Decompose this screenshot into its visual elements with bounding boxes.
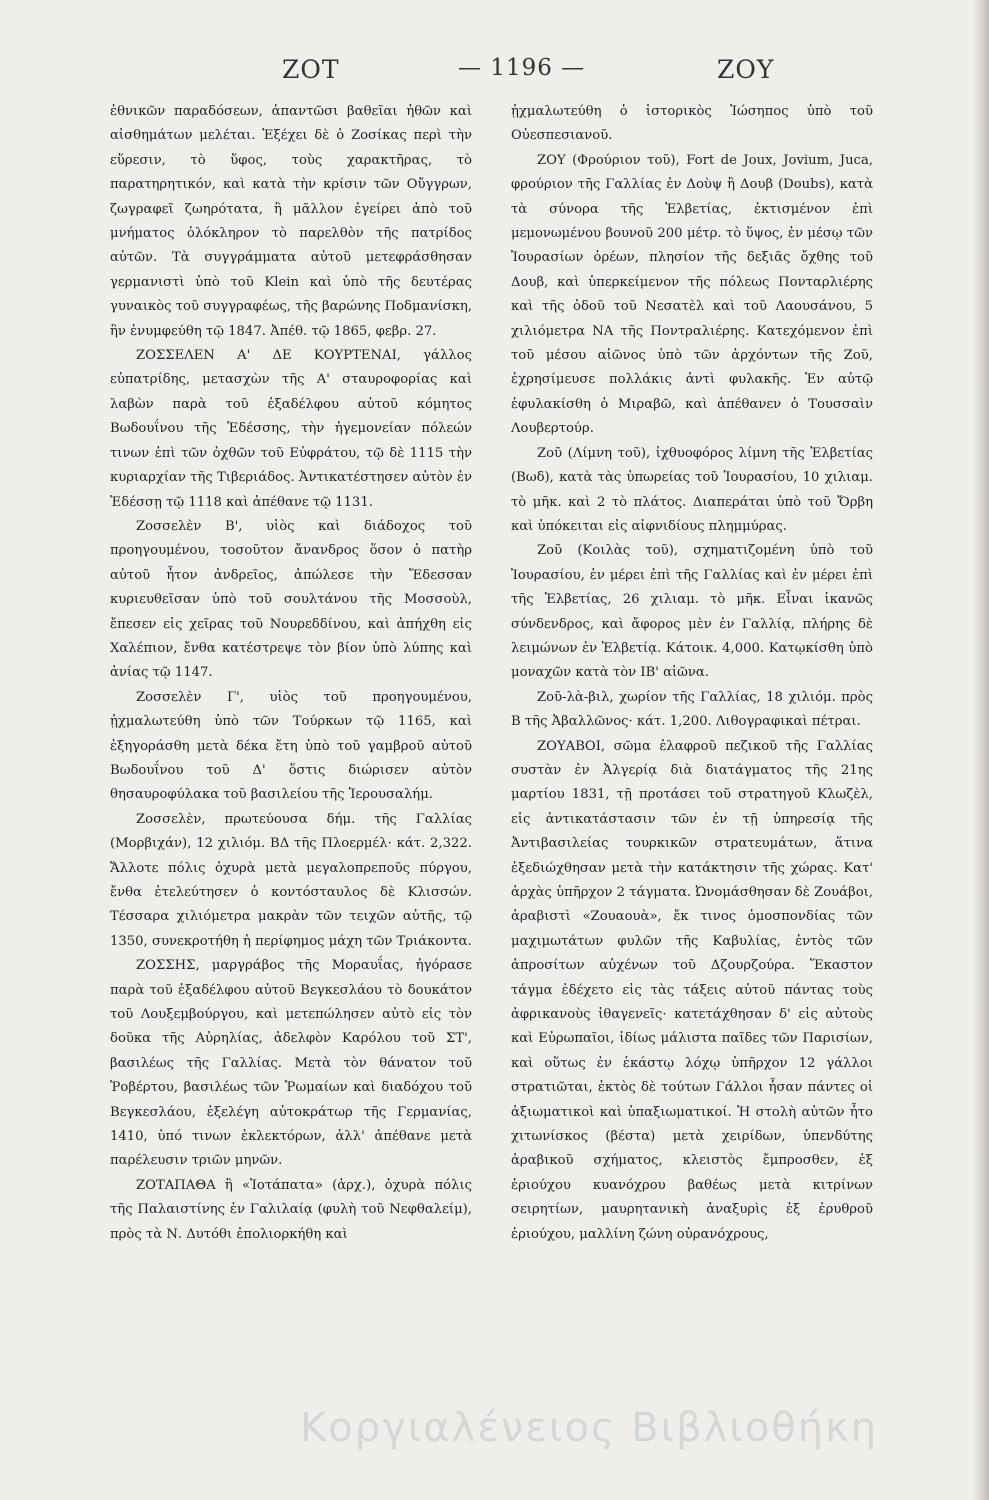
page-edge-shadow [973, 0, 989, 1500]
right-column [511, 100, 873, 1480]
entry-paragraph: ᾐχμαλωτεύθη ὁ ἱστορικὸς Ἰώσηπος ὑπὸ τοῦ Οὐεσπεσιανοῦ. [511, 104, 873, 144]
page-header [0, 55, 989, 95]
header-right-guide-word: ΖΟΥ [717, 55, 775, 84]
left-column [110, 100, 472, 1480]
header-left-guide-word: ΖΟΤ [282, 55, 340, 84]
entry-paragraph: Ζοσσελὲν, πρωτεύουσα δήμ. τῆς Γαλλίας (Μορβιχάν), 12 χιλιόμ. ΒΔ τῆς Πλοερμέλ· κάτ. 2,322. Ἄλλοτε πόλις ὀχυρὰ μετὰ μεγαλοπρεποῦς πύργου, ἔνθα ἐτελεύτησεν ὁ κοντόσταυλος δὲ Κλισσών. Τέσσαρα χιλιόμετρα μακρὰν τῶν τειχῶν αὐτῆς, τῷ 1350, συνεκροτήθη ἡ περίφημος μάχη τῶν Τριάκοντα. [110, 811, 472, 949]
entry-paragraph: ἐθνικῶν παραδόσεων, ἀπαντῶσι βαθεῖαι ἠθῶν καὶ αἰσθημάτων μελέται. Ἐξέχει δὲ ὁ Ζοσίκας περὶ τὴν εὕρεσιν, τὸ ὕφος, τοὺς χαρακτῆρας, τὸ παρατηρητικόν, καὶ κατὰ τὴν κρίσιν τῶν Οὔγγρων, ζωγραφεῖ ζωηρότατα, ἢ μᾶλλον ἐγείρει ἀπὸ τοῦ μνήματος ὁλόκληρον τὸ παρελθὸν τῆς πατρίδος αὐτῶν. Τὰ συγγράμματα αὐτοῦ μετεφράσθησαν γερμανιστὶ ὑπὸ τοῦ Klein καὶ ὑπὸ τῆς δευτέρας γυναικὸς τοῦ συγγραφέως, τῆς βαρώνης Ποδμανίσκη, ἣν ἐνυμφεύθη τῷ 1847. Ἀπέθ. τῷ 1865, φεβρ. 27. [110, 104, 472, 339]
library-watermark: Κοργιαλένειος Βιβλιοθήκη [300, 1405, 879, 1451]
entry-paragraph: Ζοῦ (Κοιλὰς τοῦ), σχηματιζομένη ὑπὸ τοῦ Ἰουρασίου, ἐν μέρει ἐπὶ τῆς Γαλλίας καὶ ἐν μέρει ἐπὶ τῆς Ἑλβετίας, 26 χιλιαμ. τὸ μῆκ. Εἶναι ἱκανῶς σύνδενδρος, καὶ ἄφορος μὲν ἐν Γαλλίᾳ, πλήρης δὲ λειμώνων ἐν Ἑλβετίᾳ. Κάτοικ. 4,000. Κατῳκίσθη ὑπὸ μοναχῶν κατὰ τὸν ΙΒ' αἰῶνα. [511, 543, 873, 681]
entry-paragraph: ΖΟΣΣΗΣ, μαργράβος τῆς Μοραυΐας, ἠγόρασε παρὰ τοῦ ἐξαδέλφου αὐτοῦ Βεγκεσλάου τὸ δουκάτον τοῦ Λουξεμβούργου, καὶ μετεπώλησεν αὐτὸ εἰς τὸν δοῦκα τῆς Αὐρηλίας, ἀδελφὸν Καρόλου τοῦ ΣΤ', βασιλέως τῆς Γαλλίας. Μετὰ τὸν θάνατον τοῦ Ῥοβέρτου, βασιλέως τῶν Ῥωμαίων καὶ διαδόχου τοῦ Βεγκεσλάου, ἐξελέγη αὐτοκράτωρ τῆς Γερμανίας, 1410, ὑπό τινων ἐκλεκτόρων, ἀλλ' ἀπέθανε μετὰ παρέλευσιν τριῶν μηνῶν. [110, 958, 472, 1169]
entry-paragraph: ΖΟΤΑΠΑΘΑ ἢ «Ἰοτάπατα» (ἀρχ.), ὀχυρὰ πόλις τῆς Παλαιστίνης ἐν Γαλιλαίᾳ (φυλὴ τοῦ Νεφθαλείμ), πρὸς τὰ Ν. Δυτόθι ἐπολιορκήθη καὶ [110, 1177, 472, 1242]
entry-paragraph: Ζοσσελὲν Γ', υἱὸς τοῦ προηγουμένου, ᾐχμαλωτεύθη ὑπὸ τῶν Τούρκων τῷ 1165, καὶ ἐξηγοράσθη μετὰ δέκα ἔτη ὑπὸ τοῦ γαμβροῦ αὐτοῦ Βωδουΐνου τοῦ Δ' ὅστις διώρισεν αὐτὸν θησαυροφύλακα τοῦ βασιλείου τῆς Ἱερουσαλήμ. [110, 689, 472, 803]
entry-paragraph: Ζοῦ (Λίμνη τοῦ), ἰχθυοφόρος λίμνη τῆς Ἑλβετίας (Βωδ), κατὰ τὰς ὑπωρείας τοῦ Ἰουρασίου, 10 χιλιαμ. τὸ μῆκ. καὶ 2 τὸ πλάτος. Διαπεράται ὑπὸ τοῦ Ὄρβη καὶ ὑπόκειται εἰς αἰφνιδίους πλημμύρας. [511, 445, 873, 534]
entry-paragraph: ΖΟΥΑΒΟΙ, σῶμα ἐλαφροῦ πεζικοῦ τῆς Γαλλίας συστὰν ἐν Ἀλγερίᾳ διὰ διατάγματος τῆς 21ης μαρτίου 1831, τῇ προτάσει τοῦ στρατηγοῦ Κλωζὲλ, εἰς ἀντικατάστασιν τῶν ἐν τῇ ὑπηρεσίᾳ τῆς Ἀντιβασιλείας τουρκικῶν στρατευμάτων, ἅτινα ἐξεδιώχθησαν μετὰ τὴν κατάκτησιν τῆς χώρας. Κατ' ἀρχὰς ὑπῆρχον 2 τάγματα. Ὠνομάσθησαν δὲ Ζουάβοι, ἀραβιστὶ «Ζουαουὰ», ἔκ τινος ὁμοσπονδίας τῶν μαχιμωτάτων φυλῶν τῆς Καβυλίας, ἐντὸς τῶν ἀπροσίτων αὐχένων τοῦ Δζουρζούρα. Ἕκαστον τάγμα ἐδέχετο εἰς τὰς τάξεις αὐτοῦ πάντας τοὺς ἀφρικανοὺς ἰθαγενεῖς· κατετάχθησαν δ' εἰς αὐτοὺς καὶ Εὐρωπαῖοι, ἰδίως μάλιστα παῖδες τῶν Παρισίων, καὶ οὕτως ἐν ἑκάστῳ λόχῳ ὑπῆρχον 12 γάλλοι στρατιῶται, ἐκτὸς δὲ τούτων Γάλλοι ἦσαν πάντες οἱ ἀξιωματικοὶ καὶ ὑπαξιωματικοί. Ἡ στολὴ αὐτῶν ἦτο χιτωνίσκος (βέστα) μετὰ χειρίδων, ὑπενδύτης ἀραβικοῦ σχήματος, κλειστὸς ἔμπροσθεν, ἐξ ἐριούχου κυανόχρου βαθέως μετὰ κιτρίνων σειρητίων, μαυρητανικὴ ἀναξυρὶς ἐξ ἐρυθροῦ ἐριούχου, μαλλίνη ζώνη οὐρανόχρους, [511, 738, 873, 1242]
entry-paragraph: Ζοῦ-λὰ-βιλ, χωρίον τῆς Γαλλίας, 18 χιλιόμ. πρὸς Β τῆς Ἀβαλλῶνος· κάτ. 1,200. Λιθογραφικαὶ πέτραι. [511, 689, 873, 730]
entry-paragraph: Ζοσσελὲν Β', υἱὸς καὶ διάδοχος τοῦ προηγουμένου, τοσοῦτον ἄνανδρος ὅσον ὁ πατὴρ αὐτοῦ ἦτον ἀνδρεῖος, ἀπώλεσε τὴν Ἔδεσσαν κυριευθεῖσαν ὑπὸ τοῦ σουλτάνου τῆς Μοσσοὺλ, ἔπεσεν εἰς χεῖρας τοῦ Νουρεδδίνου, καὶ ἀπήχθη εἰς Χαλέπιον, ἔνθα κατέστρεψε τὸν βίον ὑπὸ λύπης καὶ ἀνίας τῷ 1147. [110, 518, 472, 681]
entry-paragraph: ΖΟΥ (Φρούριον τοῦ), Fort de Joux, Jovium, Juca, φρούριον τῆς Γαλλίας ἐν Δοὺψ ἢ Δουβ (Doubs), κατὰ τὰ σύνορα τῆς Ἑλβετίας, ἐκτισμένον ἐπὶ μεμονωμένου βουνοῦ 200 μέτρ. τὸ ὕψος, ἐν μέσῳ τῶν Ἰουρασίων ὀρέων, πλησίον τῆς δεξιᾶς ὄχθης τοῦ Δουβ, καὶ ὑπερκείμενον τῆς πόλεως Πονταρλιέρης καὶ τῆς ὁδοῦ τοῦ Νεσατὲλ καὶ τοῦ Λαουσάνου, 5 χιλιόμετρα ΝΑ τῆς Ποντραλιέρης. Κατεχόμενον ἐπὶ τοῦ μέσου αἰῶνος ὑπὸ τῶν ἀρχόντων τῆς Ζοῦ, ἐχρησίμευσε πολλάκις ἀντὶ φυλακῆς. Ἐν αὐτῷ ἐφυλακίσθη ὁ Μιραβῶ, καὶ ἀπέθανεν ὁ Τουσσαὶν Λουβερτούρ. [511, 152, 873, 437]
page-number: — 1196 — [458, 55, 586, 81]
entry-paragraph: ΖΟΣΣΕΛΕΝ Α' ΔΕ ΚΟΥΡΤΕΝΑΙ, γάλλος εὐπατρίδης, μετασχὼν τῆς Α' σταυροφορίας καὶ λαβὼν παρὰ τοῦ ἐξαδέλφου αὐτοῦ κόμητος Βωδουΐνου τῆς Ἐδέσσης, τὴν ἡγεμονείαν πόλεών τινων ἐπὶ τῶν ὀχθῶν τοῦ Εὐφράτου, τῷ δὲ 1115 τὴν κυριαρχίαν τῆς Τιβεριάδος. Ἀντικατέστησεν αὐτὸν ἐν Ἐδέσσῃ τῷ 1118 καὶ ἀπέθανε τῷ 1131. [110, 348, 472, 510]
